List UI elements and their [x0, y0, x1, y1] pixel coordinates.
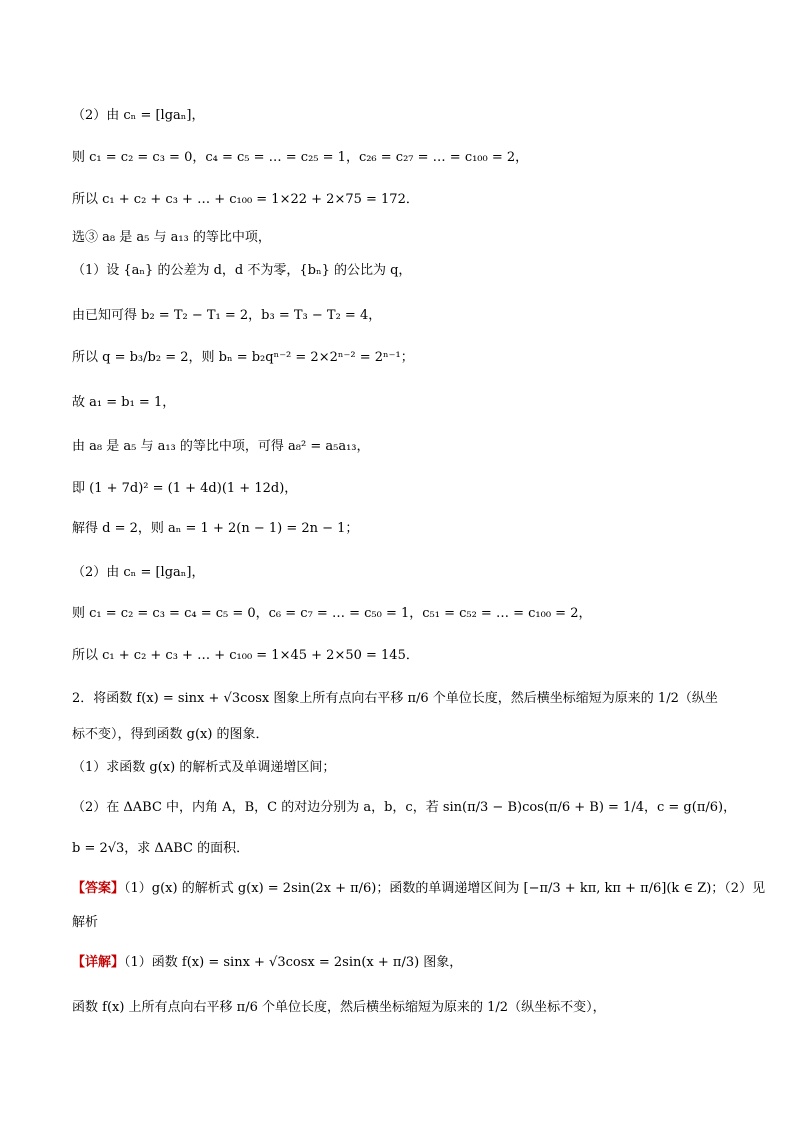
document-line — [72, 147, 732, 169]
line-text: （2）在 ΔABC 中，内角 A，B，C 的对边分别为 a，b，c，若 sin(π/3 − B)cos(π/6 + B) = 1/4，c = g(π/6)， — [72, 800, 737, 815]
line-text: （1）设 {aₙ} 的公差为 d，d 不为零，{bₙ} 的公比为 q， — [72, 263, 412, 278]
line-text: （2）由 cₙ = [lgaₙ]， — [72, 108, 205, 123]
document-line — [72, 603, 732, 625]
document-line — [72, 645, 732, 667]
line-text: （1）求函数 g(x) 的解析式及单调递增区间； — [72, 760, 336, 775]
line-text: 由 a₈ 是 a₅ 与 a₁₃ 的等比中项，可得 a₈² = a₅a₁₃， — [72, 439, 370, 454]
line-text: （2）由 cₙ = [lgaₙ]， — [72, 565, 205, 580]
document-line — [72, 724, 732, 746]
document-line — [72, 305, 732, 327]
line-text: 解析 — [72, 915, 99, 930]
line-text: 由已知可得 b₂ = T₂ − T₁ = 2，b₃ = T₃ − T₂ = 4， — [72, 308, 382, 323]
line-text: 标不变），得到函数 g(x) 的图象． — [72, 727, 269, 742]
line-text: （1）函数 f(x) = sinx + √3cosx = 2sin(x + π/3) 图象， — [124, 955, 463, 970]
document-line — [72, 105, 732, 127]
line-text: 则 c₁ = c₂ = c₃ = c₄ = c₅ = 0，c₆ = c₇ = … = c₅₀ = 1，c₅₁ = c₅₂ = … = c₁₀₀ = 2， — [72, 606, 592, 621]
document-line — [72, 562, 732, 584]
document-line — [72, 478, 732, 500]
document-line — [72, 518, 732, 540]
document-line — [72, 997, 732, 1019]
document-line — [72, 189, 732, 211]
document-line — [72, 838, 732, 860]
document-line — [72, 436, 732, 458]
document-line — [72, 260, 732, 282]
line-text: 故 a₁ = b₁ = 1， — [72, 395, 176, 410]
line-text: 所以 c₁ + c₂ + c₃ + … + c₁₀₀ = 1×22 + 2×75 = 172． — [72, 192, 419, 207]
line-text: 选③ a₈ 是 a₅ 与 a₁₃ 的等比中项， — [72, 230, 271, 245]
line-text: 解得 d = 2，则 aₙ = 1 + 2(n − 1) = 2n − 1； — [72, 521, 359, 536]
line-text: 所以 c₁ + c₂ + c₃ + … + c₁₀₀ = 1×45 + 2×50 = 145． — [72, 648, 419, 663]
line-text: 则 c₁ = c₂ = c₃ = 0，c₄ = c₅ = … = c₂₅ = 1，c₂₆ = c₂₇ = … = c₁₀₀ = 2， — [72, 150, 529, 165]
line-text: b = 2√3，求 ΔABC 的面积． — [72, 841, 250, 856]
document-line — [72, 952, 732, 974]
section-label: 【详解】 — [72, 955, 125, 970]
document-line — [72, 227, 732, 249]
section-label: 【答案】 — [72, 881, 125, 896]
document-line — [72, 688, 732, 710]
document-line — [72, 878, 766, 900]
line-text: 所以 q = b₃/b₂ = 2，则 bₙ = b₂qⁿ⁻² = 2×2ⁿ⁻² = 2ⁿ⁻¹； — [72, 350, 414, 365]
document-line — [72, 392, 732, 414]
document-line — [72, 347, 732, 369]
document-line — [72, 912, 732, 934]
line-text: 即 (1 + 7d)² = (1 + 4d)(1 + 12d)， — [72, 481, 298, 496]
line-text: （1）g(x) 的解析式 g(x) = 2sin(2x + π/6)；函数的单调递增区间为 [−π/3 + kπ, kπ + π/6](k ∈ Z)；（2）见 — [124, 881, 766, 896]
line-text: 函数 f(x) 上所有点向右平移 π/6 个单位长度，然后横坐标缩短为原来的 1/2（纵坐标不变）， — [72, 1000, 606, 1015]
line-text: 2．将函数 f(x) = sinx + √3cosx 图象上所有点向右平移 π/6 个单位长度，然后横坐标缩短为原来的 1/2（纵坐 — [72, 691, 718, 706]
document-line — [72, 757, 732, 779]
document-line — [72, 797, 737, 819]
